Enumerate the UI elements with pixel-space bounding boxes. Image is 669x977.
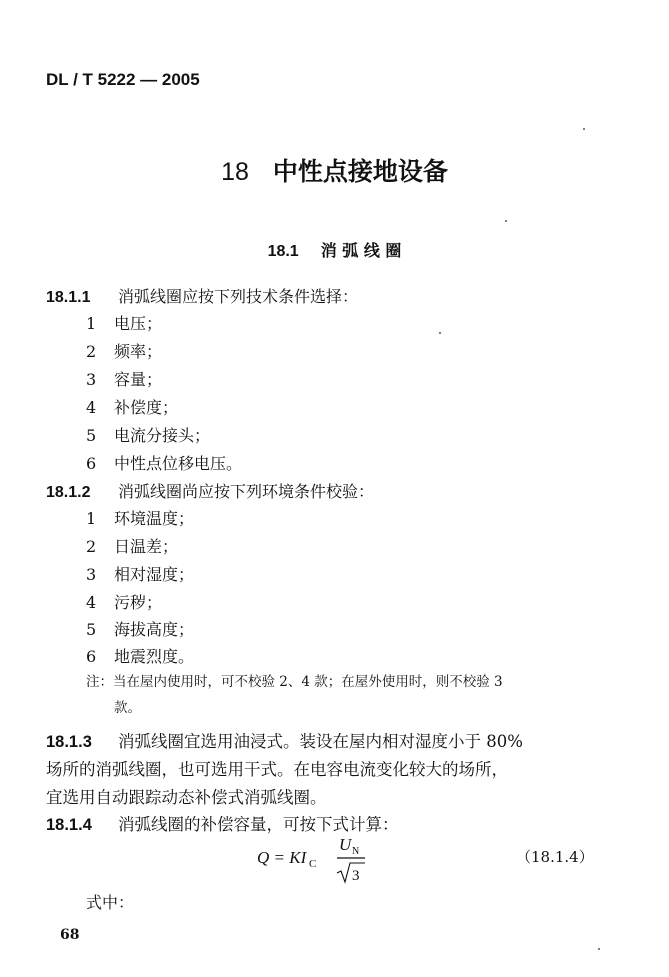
clause-number: 18.1.4 xyxy=(46,816,92,834)
formula-subscript-c: C xyxy=(309,858,317,870)
where-label: 式中： xyxy=(86,893,135,912)
page-number: 68 xyxy=(60,927,80,943)
note-line-2: 款。 xyxy=(114,700,141,716)
formula-numerator: U xyxy=(339,835,352,854)
clause-number: 18.1.1 xyxy=(46,289,91,306)
clause-text: 消弧线圈应按下列技术条件选择： xyxy=(118,287,359,306)
clause-number: 18.1.3 xyxy=(46,733,92,751)
list-item: 6 中性点位移电压。 xyxy=(86,454,243,473)
scan-speck xyxy=(598,948,600,950)
section-title xyxy=(0,238,669,261)
formula-lhs: Q = KI xyxy=(257,848,307,867)
formula-subscript-n: N xyxy=(352,846,360,857)
chapter-number: 18 xyxy=(221,158,249,186)
clause-text: 消弧线圈尚应按下列环境条件校验： xyxy=(118,482,375,501)
list-item: 2 日温差； xyxy=(86,537,179,556)
list-item: 3 容量； xyxy=(86,370,163,389)
note-line-1: 注：当在屋内使用时，可不校验 2、4 款；在屋外使用时，则不校验 3 xyxy=(86,674,503,690)
standard-code-header: DL / T 5222 — 2005 xyxy=(46,70,200,89)
clause-18-1-1 xyxy=(46,284,358,307)
clause-18-1-3 xyxy=(46,728,523,752)
clause-text: 消弧线圈的补偿容量，可按下式计算： xyxy=(118,815,399,834)
list-item: 5 海拔高度； xyxy=(86,620,195,639)
clause-18-1-2 xyxy=(46,479,374,502)
list-item: 6 地震烈度。 xyxy=(86,647,195,666)
sqrt-sign-icon xyxy=(337,863,365,882)
scan-speck xyxy=(583,128,585,130)
list-item: 1 电压； xyxy=(86,314,163,333)
scan-speck xyxy=(439,332,441,334)
equation-number: （18.1.4） xyxy=(516,848,594,866)
list-item: 4 污秽； xyxy=(86,593,163,612)
clause-text-line: 场所的消弧线圈，也可选用干式。在电容电流变化较大的场所， xyxy=(46,760,508,779)
scan-speck xyxy=(505,220,507,222)
clause-text: 消弧线圈宜选用油浸式。装设在屋内相对湿度小于 80% xyxy=(118,732,523,751)
list-item: 1 环境温度； xyxy=(86,509,195,528)
clause-text-line: 宜选用自动跟踪动态补偿式消弧线圈。 xyxy=(46,788,327,807)
formula-sqrt-arg: 3 xyxy=(352,868,360,884)
list-item: 2 频率； xyxy=(86,342,163,361)
chapter-title-text: 中性点接地设备 xyxy=(272,157,448,186)
list-item: 3 相对湿度； xyxy=(86,565,195,584)
section-title-text: 消 弧 线 圈 xyxy=(320,241,402,260)
clause-number: 18.1.2 xyxy=(46,484,91,501)
chapter-title xyxy=(0,152,669,188)
list-item: 5 电流分接头； xyxy=(86,426,211,445)
section-number: 18.1 xyxy=(267,243,299,260)
list-item: 4 补偿度； xyxy=(86,398,179,417)
compensation-capacity-formula xyxy=(255,828,395,888)
